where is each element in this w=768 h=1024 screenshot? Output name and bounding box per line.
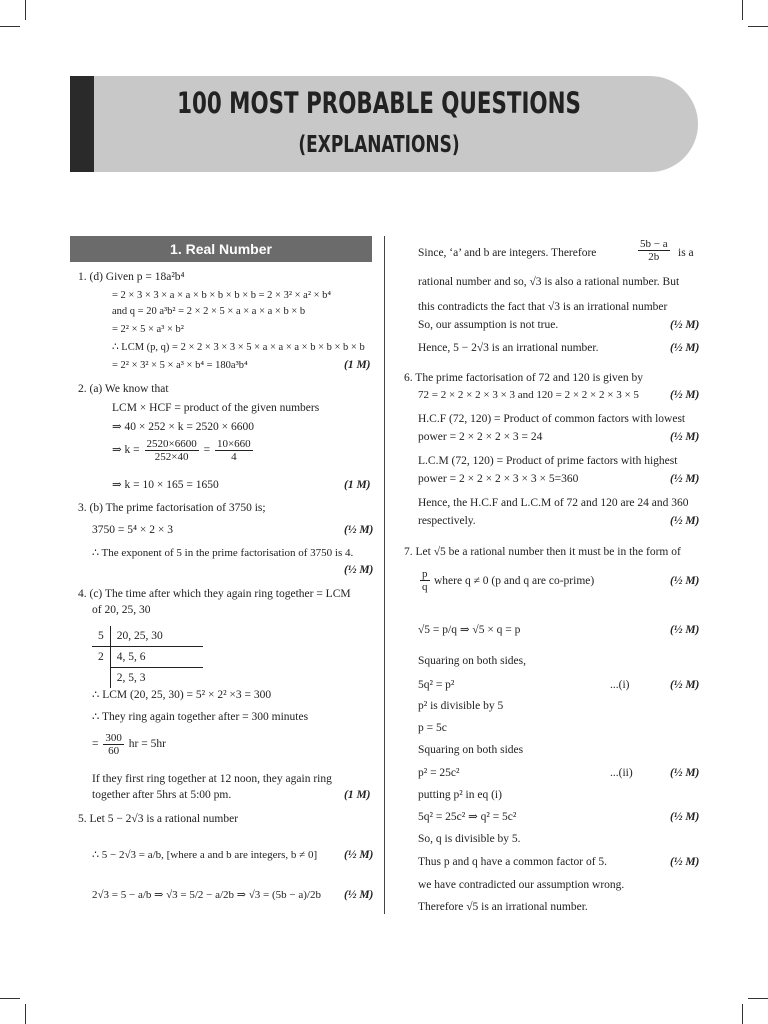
q3-mark: (½ M) [344, 524, 374, 536]
q4-fraction-line [92, 732, 166, 757]
numerator: p [422, 568, 428, 580]
q4-line: If they first ring together at 12 noon, they again ring [92, 773, 332, 785]
q5-cont-line: is a [678, 247, 694, 259]
q7-line: 7. Let √5 be a rational number then it must be in the form of [404, 546, 681, 558]
q1-line: ∴ LCM (p, q) = 2 × 2 × 3 × 3 × 5 × a × a × a × b × b × b × b [112, 342, 365, 353]
q2-fraction-2 [215, 438, 253, 463]
q7-line: putting p² in eq (i) [418, 789, 502, 801]
q7-line: p² = 25c² [418, 767, 460, 779]
q7-line: where q ≠ 0 (p and q are co-prime) [434, 575, 595, 587]
q4-line: of 20, 25, 30 [92, 604, 151, 616]
q6-line: power = 2 × 2 × 2 × 3 × 3 × 5=360 [418, 473, 579, 485]
q7-mark: (½ M) [670, 624, 700, 636]
numerator: 5b − a [640, 238, 668, 250]
q7-line: Thus p and q have a common factor of 5. [418, 856, 608, 868]
q5-cont-line: Hence, 5 − 2√3 is an irrational number. [418, 342, 599, 354]
q4-line: 4. (c) The time after which they again ring together = LCM [78, 588, 351, 600]
q4-mark: (1 M) [344, 789, 371, 801]
q1-line: and q = 20 a³b² = 2 × 2 × 5 × a × a × a × b × b [112, 306, 306, 317]
q7-line: we have contradicted our assumption wrong. [418, 879, 625, 891]
q3-line: ∴ The exponent of 5 in the prime factorisation of 3750 is 4. [92, 547, 354, 559]
table-row [92, 647, 203, 668]
q4-line: together after 5hrs at 5:00 pm. [92, 789, 232, 801]
q2-fraction-1 [145, 438, 199, 463]
q7-line: p = 5c [418, 722, 447, 734]
denominator: 60 [108, 745, 120, 757]
q3-line: 3750 = 5⁴ × 2 × 3 [92, 524, 173, 536]
banner-accent-bar [70, 76, 94, 172]
denominator: 252×40 [154, 451, 189, 463]
q5-mark: (½ M) [670, 342, 700, 354]
equals-sign: = [203, 444, 211, 457]
q6-mark: (½ M) [670, 431, 700, 443]
q5-line: 5. Let 5 − 2√3 is a rational number [78, 813, 239, 825]
q7-line: Therefore √5 is an irrational number. [418, 901, 588, 913]
q1-line: = 2² × 3² × 5 × a³ × b⁴ = 180a³b⁴ [112, 360, 248, 371]
q5-cont-line: So, our assumption is not true. [418, 319, 559, 331]
q2-fraction-line [112, 438, 255, 463]
table-row [92, 626, 203, 647]
q7-line: Squaring on both sides, [418, 655, 526, 667]
page-subtitle: (EXPLANATIONS) [298, 132, 460, 158]
q1-line: = 2 × 3 × 3 × a × a × b × b × b × b = 2 × 3² × a² × b⁴ [112, 290, 332, 301]
q2-mark: (1 M) [344, 479, 371, 491]
q7-line: 5q² = 25c² ⇒ q² = 5c² [418, 811, 517, 823]
q6-line: respectively. [418, 515, 476, 527]
q2-line: ⇒ 40 × 252 × k = 2520 × 6600 [112, 421, 254, 433]
q4-fraction [103, 732, 124, 757]
q5-mark: (½ M) [344, 889, 374, 901]
q7-mark: (½ M) [670, 679, 700, 691]
q6-line: Hence, the H.C.F and L.C.M of 72 and 120 are 24 and 360 [418, 497, 689, 509]
numerator: 2520×6600 [146, 438, 197, 450]
q7-mark: (½ M) [670, 575, 700, 587]
q4-line: ∴ LCM (20, 25, 30) = 5² × 2² ×3 = 300 [92, 689, 272, 701]
q2-line: 2. (a) We know that [78, 383, 169, 395]
lcm-division-table [92, 626, 203, 688]
table-cell: 4, 5, 6 [110, 647, 203, 668]
q6-mark: (½ M) [670, 473, 700, 485]
table-cell: 2, 5, 3 [116, 672, 146, 684]
table-cell: 2 [92, 647, 110, 668]
q4-frac-result: hr = 5hr [128, 738, 166, 751]
crop-mark [748, 998, 768, 999]
crop-mark [0, 26, 20, 27]
numerator: 10×660 [216, 438, 251, 450]
equals-sign: = [92, 738, 99, 751]
q7-fraction [420, 568, 430, 593]
table-cell [92, 668, 110, 689]
q7-line: So, q is divisible by 5. [418, 833, 521, 845]
q7-eq-ref: ...(ii) [610, 767, 633, 779]
table-cell: 20, 25, 30 [110, 626, 203, 647]
crop-mark [25, 0, 26, 20]
q5-line: 2√3 = 5 − a/b ⇒ √3 = 5/2 − a/2b ⇒ √3 = (5b − a)/2b [92, 889, 321, 901]
q7-mark: (½ M) [670, 811, 700, 823]
crop-mark [25, 1004, 26, 1024]
q5-cont-line: Since, ‘a’ and b are integers. Therefore [418, 247, 597, 259]
table-row [92, 668, 203, 689]
q3-line: 3. (b) The prime factorisation of 3750 is; [78, 502, 266, 514]
q2-line: ⇒ k = 10 × 165 = 1650 [112, 479, 219, 491]
crop-mark [742, 0, 743, 20]
q2-frac-lhs: ⇒ k = [112, 444, 140, 457]
q6-line: L.C.M (72, 120) = Product of prime factors with highest [418, 455, 678, 467]
q5-fraction [638, 238, 670, 263]
page-title: 100 MOST PROBABLE QUESTIONS [177, 86, 581, 120]
crop-mark [748, 26, 768, 27]
denominator: 4 [231, 451, 237, 463]
q1-line: = 2² × 5 × a³ × b² [112, 324, 184, 335]
q7-line: Squaring on both sides [418, 744, 524, 756]
q6-line: H.C.F (72, 120) = Product of common factors with lowest [418, 413, 686, 425]
crop-mark [742, 1004, 743, 1024]
q7-line: 5q² = p² [418, 679, 455, 691]
q5-cont-line: this contradicts the fact that √3 is an irrational number [418, 301, 668, 313]
q6-line: 6. The prime factorisation of 72 and 120 is given by [404, 372, 644, 384]
q5-mark: (½ M) [670, 319, 700, 331]
q5-mark: (½ M) [344, 849, 374, 861]
crop-mark [0, 998, 20, 999]
q4-line: ∴ They ring again together after = 300 minutes [92, 711, 309, 723]
q5-line: ∴ 5 − 2√3 = a/b, [where a and b are integers, b ≠ 0] [92, 849, 318, 861]
q6-line: power = 2 × 2 × 2 × 3 = 24 [418, 431, 543, 443]
table-cell: 5 [92, 626, 110, 647]
numerator: 300 [105, 732, 122, 744]
q5-cont-line: rational number and so, √3 is also a rational number. But [418, 276, 680, 288]
q1-line: 1. (d) Given p = 18a²b⁴ [78, 271, 185, 283]
q6-mark: (½ M) [670, 515, 700, 527]
denominator: 2b [648, 251, 660, 263]
q7-line: p² is divisible by 5 [418, 700, 504, 712]
q7-line: √5 = p/q ⇒ √5 × q = p [418, 624, 521, 636]
q7-mark: (½ M) [670, 767, 700, 779]
q6-line: 72 = 2 × 2 × 2 × 3 × 3 and 120 = 2 × 2 × 2 × 3 × 5 [418, 389, 639, 401]
q7-mark: (½ M) [670, 856, 700, 868]
q7-eq-ref: ...(i) [610, 679, 630, 691]
q2-line: LCM × HCF = product of the given numbers [112, 402, 320, 414]
q1-mark: (1 M) [344, 359, 371, 371]
denominator: q [422, 581, 428, 593]
q3-mark: (½ M) [344, 564, 374, 576]
column-divider [384, 236, 385, 914]
section-heading: 1. Real Number [70, 236, 372, 262]
q6-mark: (½ M) [670, 389, 700, 401]
